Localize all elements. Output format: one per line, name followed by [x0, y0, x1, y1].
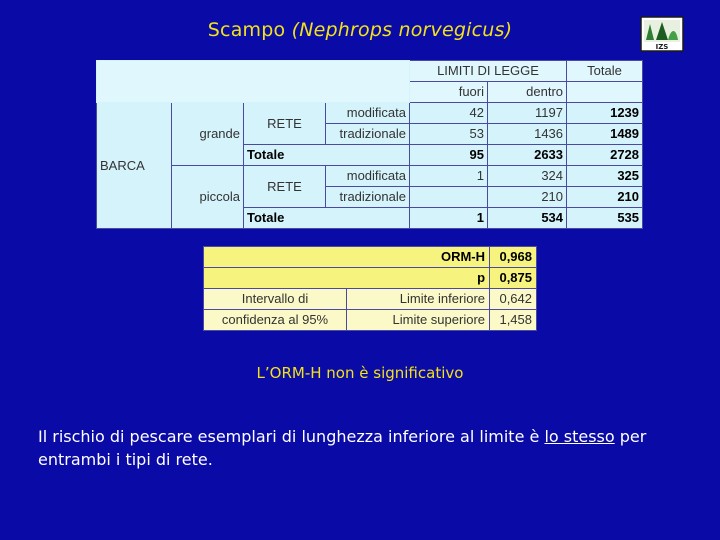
fuori-cell: 53 — [410, 124, 488, 145]
rete-label: RETE — [244, 103, 326, 145]
fuori-cell: 95 — [410, 145, 488, 166]
type-label: modificata — [326, 103, 410, 124]
dentro-cell: 2633 — [488, 145, 567, 166]
dentro-cell: 534 — [488, 208, 567, 229]
p-label: p — [204, 268, 490, 289]
upper-limit-value: 1,458 — [490, 310, 537, 331]
totale-row-label: Totale — [244, 208, 410, 229]
barca-label: BARCA — [97, 103, 172, 229]
conclusion-text-part2: per entrambi i tipi di rete. — [38, 427, 647, 469]
conclusion-text-part1: Il rischio di pescare esemplari di lunghezza inferiore al limite è — [38, 427, 545, 446]
fuori-cell: 1 — [410, 166, 488, 187]
fuori-cell: 42 — [410, 103, 488, 124]
header-dentro: dentro — [488, 82, 567, 103]
header-totale: Totale — [567, 61, 643, 82]
totale-cell: 325 — [567, 166, 643, 187]
header-limiti: LIMITI DI LEGGE — [410, 61, 567, 82]
header-fuori: fuori — [410, 82, 488, 103]
lower-limit-value: 0,642 — [490, 289, 537, 310]
institute-logo-icon — [640, 16, 684, 52]
totale-cell: 210 — [567, 187, 643, 208]
ci-label-line1: Intervallo di — [204, 289, 347, 310]
title-common-name: Scampo — [207, 19, 286, 41]
type-label: tradizionale — [326, 124, 410, 145]
dentro-cell: 324 — [488, 166, 567, 187]
fuori-cell: 1 — [410, 208, 488, 229]
title-scientific-name: (Nephrops norvegicus) — [291, 19, 513, 41]
upper-limit-label: Limite superiore — [347, 310, 490, 331]
grande-label: grande — [172, 103, 244, 166]
ormh-value: 0,968 — [490, 247, 537, 268]
dentro-cell: 1436 — [488, 124, 567, 145]
fuori-cell — [410, 187, 488, 208]
page-title — [0, 19, 720, 41]
conclusion-underlined: lo stesso — [544, 427, 615, 446]
dentro-cell: 1197 — [488, 103, 567, 124]
type-label: tradizionale — [326, 187, 410, 208]
catch-table — [96, 60, 643, 229]
significance-note: L’ORM-H non è significativo — [256, 364, 464, 382]
ormh-label: ORM-H — [204, 247, 490, 268]
totale-row-label: Totale — [244, 145, 410, 166]
svg-text:IZS: IZS — [655, 43, 669, 51]
totale-cell: 1239 — [567, 103, 643, 124]
orm-table — [203, 246, 537, 331]
type-label: modificata — [326, 166, 410, 187]
piccola-label: piccola — [172, 166, 244, 229]
totale-cell: 2728 — [567, 145, 643, 166]
totale-cell: 1489 — [567, 124, 643, 145]
rete-label: RETE — [244, 166, 326, 208]
dentro-cell: 210 — [488, 187, 567, 208]
p-value: 0,875 — [490, 268, 537, 289]
conclusion-paragraph — [38, 425, 678, 471]
lower-limit-label: Limite inferiore — [347, 289, 490, 310]
ci-label-line2: confidenza al 95% — [204, 310, 347, 331]
totale-cell: 535 — [567, 208, 643, 229]
